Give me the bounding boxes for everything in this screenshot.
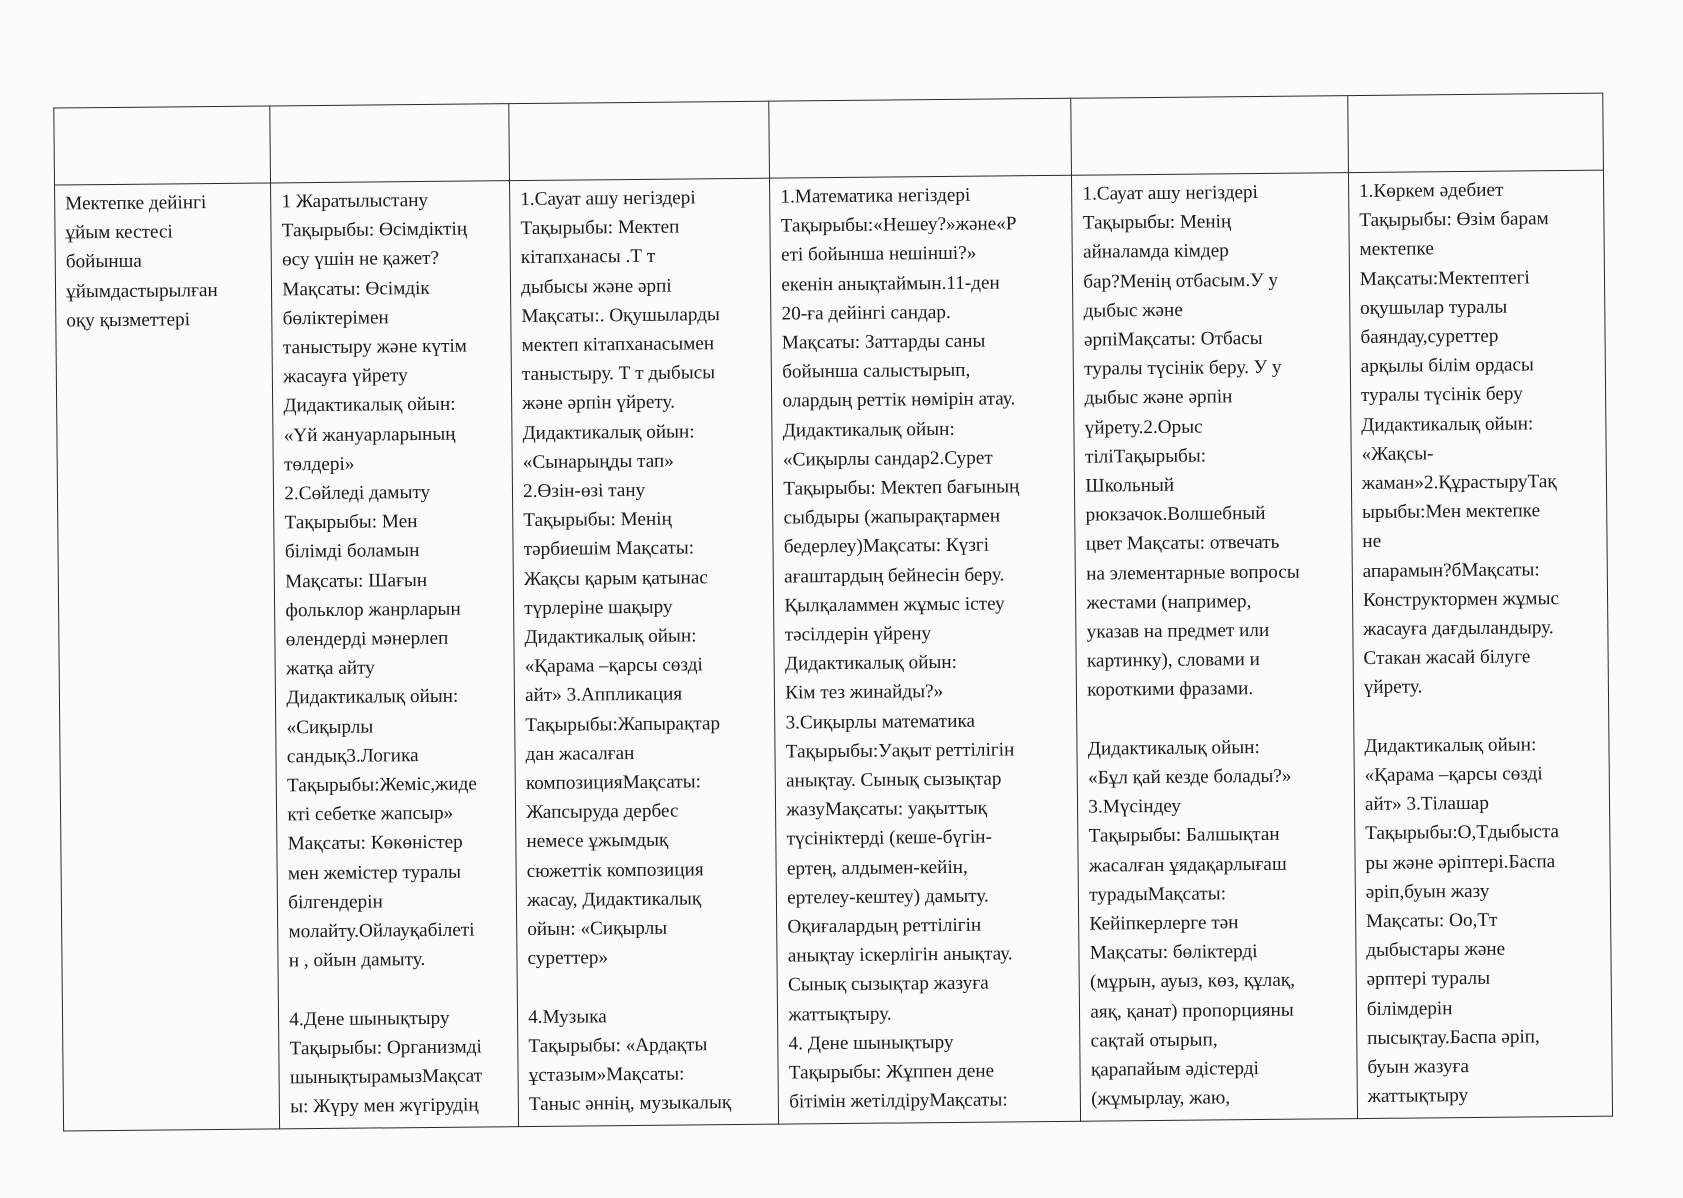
day-cell-1 bbox=[271, 181, 519, 1129]
table-header-row bbox=[54, 93, 1604, 185]
header-cell bbox=[509, 101, 770, 180]
table-row bbox=[55, 170, 1613, 1130]
day-cell-4 bbox=[1072, 173, 1358, 1121]
header-cell bbox=[1071, 96, 1348, 176]
day-cell-2 bbox=[510, 178, 779, 1126]
day-content: 1.Көркем әдебиет Тақырыбы: Өзім барам мектепке Мақсаты:Мектептегі оқушылар туралы баяндау,суреттер арқылы білім ордасы туралы түсінік беру Дидактикалық ойын: «Жақсы- жаман»2.ҚұрастыруТақ ырыбы:Мен мектепке не апарамын?бМақсаты: Конструктормен жұмыс жасауға дағдыландыру. Стакан жасай білуге үйрету. Дидактикалық ойын: «Қарама –қарсы сөзді айт» 3.Тілашар Тақырыбы:О,Тдыбыста ры және әріптері.Баспа әріп,буын жазу Мақсаты: Оо,Тт дыбыстары және әрптері туралы білімдерін пысықтау.Баспа әріп, буын жазуға жаттықтыру bbox=[1358, 179, 1560, 1108]
day-content: 1.Математика негіздері Тақырыбы:«Нешеу?»және«Р еті бойынша нешінші?» екенін анықтаймын.11-ден 20-ға дейінгі сандар. Мақсаты: Заттарды саны бойынша салыстырып, олардың реттік нөмірін атау. Дидактикалық ойын: «Сиқырлы сандар2.Сурет Тақырыбы: Мектеп бағының сыбдыры (жапырақтармен бедерлеу)Мақсаты: Күзгі ағаштардың бейнесін беру. Қылқаламмен жұмыс істеу тәсілдерін үйрену Дидактикалық ойын: Кім тез жинайды?» 3.Сиқырлы математика Тақырыбы:Уақыт реттілігін анықтау. Сынық сызықтар жазуМақсаты: уақыттық түсініктерді (кеше-бүгін- ертең, алдымен-кейін, ертелеу-кештеу) дамыту. Оқиғалардың реттілігін анықтау іскерлігін анықтау. Сынық сызықтар жазуға жаттықтыру. 4. Дене шынықтыру Тақырыбы: Жұппен дене бітімін жетілдіруМақсаты: bbox=[780, 184, 1020, 1113]
day-content: 1.Сауат ашу негіздері Тақырыбы: Мектеп кітапханасы .Т т дыбысы және әрпі Мақсаты:. Оқушыларды мектеп кітапханасымен таныстыру. Т т дыбысы және әрпін үйрету. Дидактикалық ойын: «Сынарыңды тап» 2.Өзін-өзі тану Тақырыбы: Менің тәрбиешім Мақсаты: Жақсы қарым қатынас түрлеріне шақыру Дидактикалық ойын: «Қарама –қарсы сөзді айт» 3.Аппликация Тақырыбы:Жапырақтар дан жасалған композицияМақсаты: Жапсыруда дербес немесе ұжымдық сюжеттік композиция жасау, Дидактикалық ойын: «Сиқырлы суреттер» 4.Музыка Тақырыбы: «Ардақты ұстазым»Мақсаты: Таныс әннің, музыкалық bbox=[520, 187, 732, 1116]
day-cell-5 bbox=[1348, 170, 1612, 1118]
row-label: Мектепке дейінгі ұйым кестесі бойынша ұйымдастырылған оқу қызметтері bbox=[65, 192, 218, 332]
day-content: 1.Сауат ашу негіздері Тақырыбы: Менің айналамда кімдер бар?Менің отбасым.У у дыбыс және әрпіМақсаты: Отбасы туралы түсінік беру. У у дыбыс және әрпін үйрету.2.Орыс тіліТақырыбы: Школьный рюкзачок.Волшебный цвет Мақсаты: отвечать на элементарные вопросы жестами (например, указав на предмет или картинку), словами и короткими фразами. Дидактикалық ойын: «Бұл қай кезде болады?» 3.Мүсіндеу Тақырыбы: Балшықтан жасалған ұядақарлығаш турадыМақсаты: Кейіпкерлерге тән Мақсаты: бөліктерді (мұрын, ауыз, көз, құлақ, аяқ, қанат) пропорцияны сақтай отырып, қарапайым әдістерді (жұмырлау, жаю, bbox=[1082, 181, 1300, 1110]
schedule-table bbox=[53, 93, 1613, 1131]
row-label-cell bbox=[55, 183, 280, 1131]
header-cell bbox=[769, 98, 1072, 178]
header-cell bbox=[270, 104, 509, 183]
header-cell bbox=[1348, 93, 1604, 172]
day-content: 1 Жаратылыстану Тақырыбы: Өсімдіктің өсу үшін не қажет? Мақсаты: Өсімдік бөліктерімен таныстыру және күтім жасауға үйрету Дидактикалық ойын: «Үй жануарларының төлдері» 2.Сөйледі дамыту Тақырыбы: Мен білімді боламын Мақсаты: Шағын фольклор жанрларын өлендерді мәнерлеп жатқа айту Дидактикалық ойын: «Сиқырлы сандық3.Логика Тақырыбы:Жеміс,жиде кті себетке жапсыр» Мақсаты: Көкөністер мен жемістер туралы білгендерін молайту.Ойлауқабілеті н , ойын дамыту. 4.Дене шынықтыру Тақырыбы: Организмді шынықтырамызМақсат ы: Жүру мен жүгірудің bbox=[281, 189, 483, 1118]
header-cell bbox=[54, 106, 271, 185]
day-cell-3 bbox=[770, 175, 1081, 1123]
